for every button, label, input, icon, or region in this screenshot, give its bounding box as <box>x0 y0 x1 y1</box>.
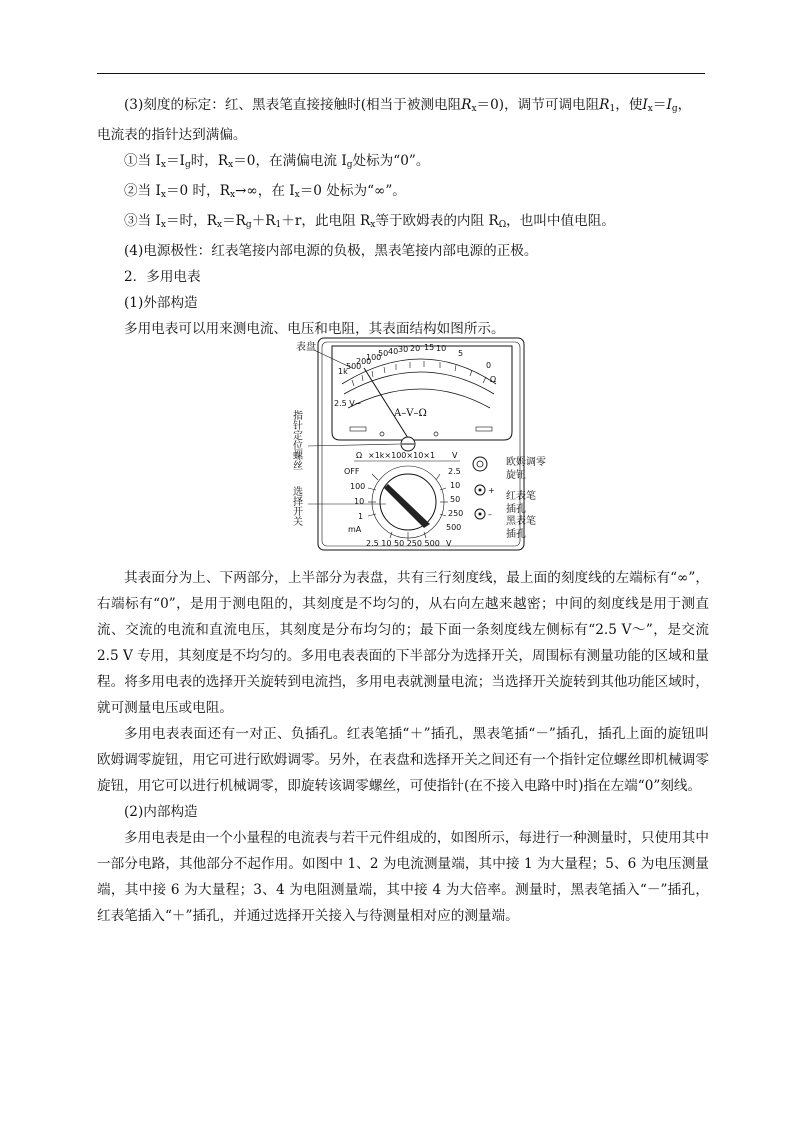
scale-ohm-end: Ω <box>490 375 497 384</box>
section-description <box>97 565 709 929</box>
header-rule <box>97 73 705 74</box>
calibration-paragraph: (3)刻度的标定：红、黑表笔直接接触时(相当于被测电阻$R_x=0$)，调节可调电阻$R_1$，使$I_x=I_g$， <box>124 97 692 114</box>
right-range: 2.5 <box>448 467 461 476</box>
label-black-jack: 黑表笔插孔 <box>506 516 536 540</box>
label-ohm-knob: 欧姆调零旋钮 <box>506 457 546 481</box>
scale-tick: 1k <box>338 367 348 376</box>
section-heading-multimeter: 2．多用电表 <box>124 269 201 285</box>
current-scale-arc <box>344 372 497 394</box>
left-range: 100 <box>350 482 366 491</box>
polarity-paragraph: (4)电源极性：红表笔接内部电源的负极，黑表笔接内部电源的正极。 <box>124 243 538 259</box>
ohm-ranges: ×1k×100×10×1 <box>368 451 436 460</box>
ohm-zero-knob <box>473 457 487 471</box>
plus-sign: + <box>488 486 495 495</box>
ac-scale-arc <box>348 389 490 408</box>
bottom-v: V <box>446 539 452 548</box>
selector-pointer <box>384 484 430 528</box>
internal-paragraph: 多用电表是由一个小量程的电流表与若干元件组成的，如图所示，每进行一种测量时，只使用其中一部分电路，其他部分不起作用。如图中 1、2 为电流测量端，其中接 1 为大量程；5、6 为电压测量端，其中接 6 为大量程；3、4 为电阻测量端，其中接 4 为大倍率。测量时，黑表笔插入“－”插孔，红表笔插入“＋”插孔，并通过选择开关接入与待测量相对应的测量端。 <box>97 830 709 924</box>
off-label: OFF <box>344 467 360 476</box>
needle <box>364 368 408 438</box>
minus-sign: – <box>488 510 492 519</box>
scale-tick: 100 <box>366 353 382 362</box>
v-label: V <box>452 451 458 460</box>
right-range: 50 <box>450 495 461 504</box>
calibration-item-1: ①当 $I_x=I_g$时，$R_x=0$，在满偏电流 $I_g$处标为“0”。 <box>124 153 430 170</box>
scale-tick: 0 <box>486 361 492 370</box>
subheading-external: (1)外部构造 <box>124 295 198 311</box>
ohm-scale-ticks <box>334 343 496 408</box>
calibration-item-3: ③当 $I_x=$时，$R_x=R_g+R_1+r$，此电阻 $R_x$等于欧姆表的内阻 $R_\Omega$，也叫中值电阻。 <box>124 213 615 230</box>
scale-tick: 20 <box>410 344 421 353</box>
section-calibration <box>97 92 709 342</box>
scale-tick: 5 <box>458 349 464 358</box>
calibration-paragraph-line2: 电流表的指针达到满偏。 <box>97 127 247 143</box>
left-range: 10 <box>354 497 365 506</box>
selector-knob <box>380 474 436 530</box>
scale-tick: 500 <box>346 362 362 371</box>
label-dial: 表盘 <box>296 342 316 353</box>
external-intro: 多用电表可以用来测电流、电压和电阻，其表面结构如图所示。 <box>124 321 505 337</box>
dial-caption: A–V–Ω <box>394 408 427 419</box>
label-red-jack: 红表笔插孔 <box>506 491 536 515</box>
ma-label: mA <box>348 525 362 534</box>
ohm-range-label: Ω <box>356 451 363 460</box>
right-range: 250 <box>448 509 464 518</box>
calibration-item-2: ②当 $I_x=0$ 时，$R_x\to\infty$，在 $I_x=0$ 处标为“∞”。 <box>124 183 406 200</box>
subheading-internal: (2)内部构造 <box>124 804 198 820</box>
left-range: 1 <box>358 512 364 521</box>
scale-tick: 30 <box>398 345 409 354</box>
right-range: 10 <box>450 481 461 490</box>
bottom-ranges: 2.5 10 50 250 500 <box>366 539 440 548</box>
scale-tick: 200 <box>356 357 372 366</box>
surface-paragraph: 其表面分为上、下两部分，上半部分为表盘，共有三行刻度线，最上面的刻度线的左端标有“∞”，右端标有“0”，是用于测电阻的，其刻度是不均匀的，从右向左越来越密；中间的刻度线是用于测直流、交流的电流和直流电压，其刻度是分布均匀的；最下面一条刻度线左侧标有“2.5 V～”，是交流 2.5 V 专用，其刻度是不均匀的。多用电表表面的下半部分为选择开关，周围标有测量功能的区域和量程。将多用电表的选择开关旋转到电流挡，多用电表就测量电流；当选择开关旋转到其他功能区域时，就可测量电压或电阻。 <box>97 570 709 716</box>
scale-tick: 50 <box>378 349 389 358</box>
right-range: 500 <box>446 523 462 532</box>
scale-tick: 15 <box>424 343 435 352</box>
scale-2-5v: 2.5 V~ <box>334 399 362 408</box>
jacks-paragraph: 多用电表表面还有一对正、负插孔。红表笔插“＋”插孔，黑表笔插“－”插孔，插孔上面的旋钮叫欧姆调零旋钮，用它可进行欧姆调零。另外，在表盘和选择开关之间还有一个指针定位螺丝即机械调零旋钮，用它可以进行机械调零，即旋转该调零螺丝，可使指针(在不接入电路中时)指在左端“0”刻线。 <box>97 726 709 794</box>
scale-tick: 10 <box>436 344 447 353</box>
label-switch: 选择开关 <box>290 486 302 526</box>
label-pointer-screw: 指针定位螺丝 <box>290 410 302 470</box>
scale-tick: 40 <box>388 347 399 356</box>
